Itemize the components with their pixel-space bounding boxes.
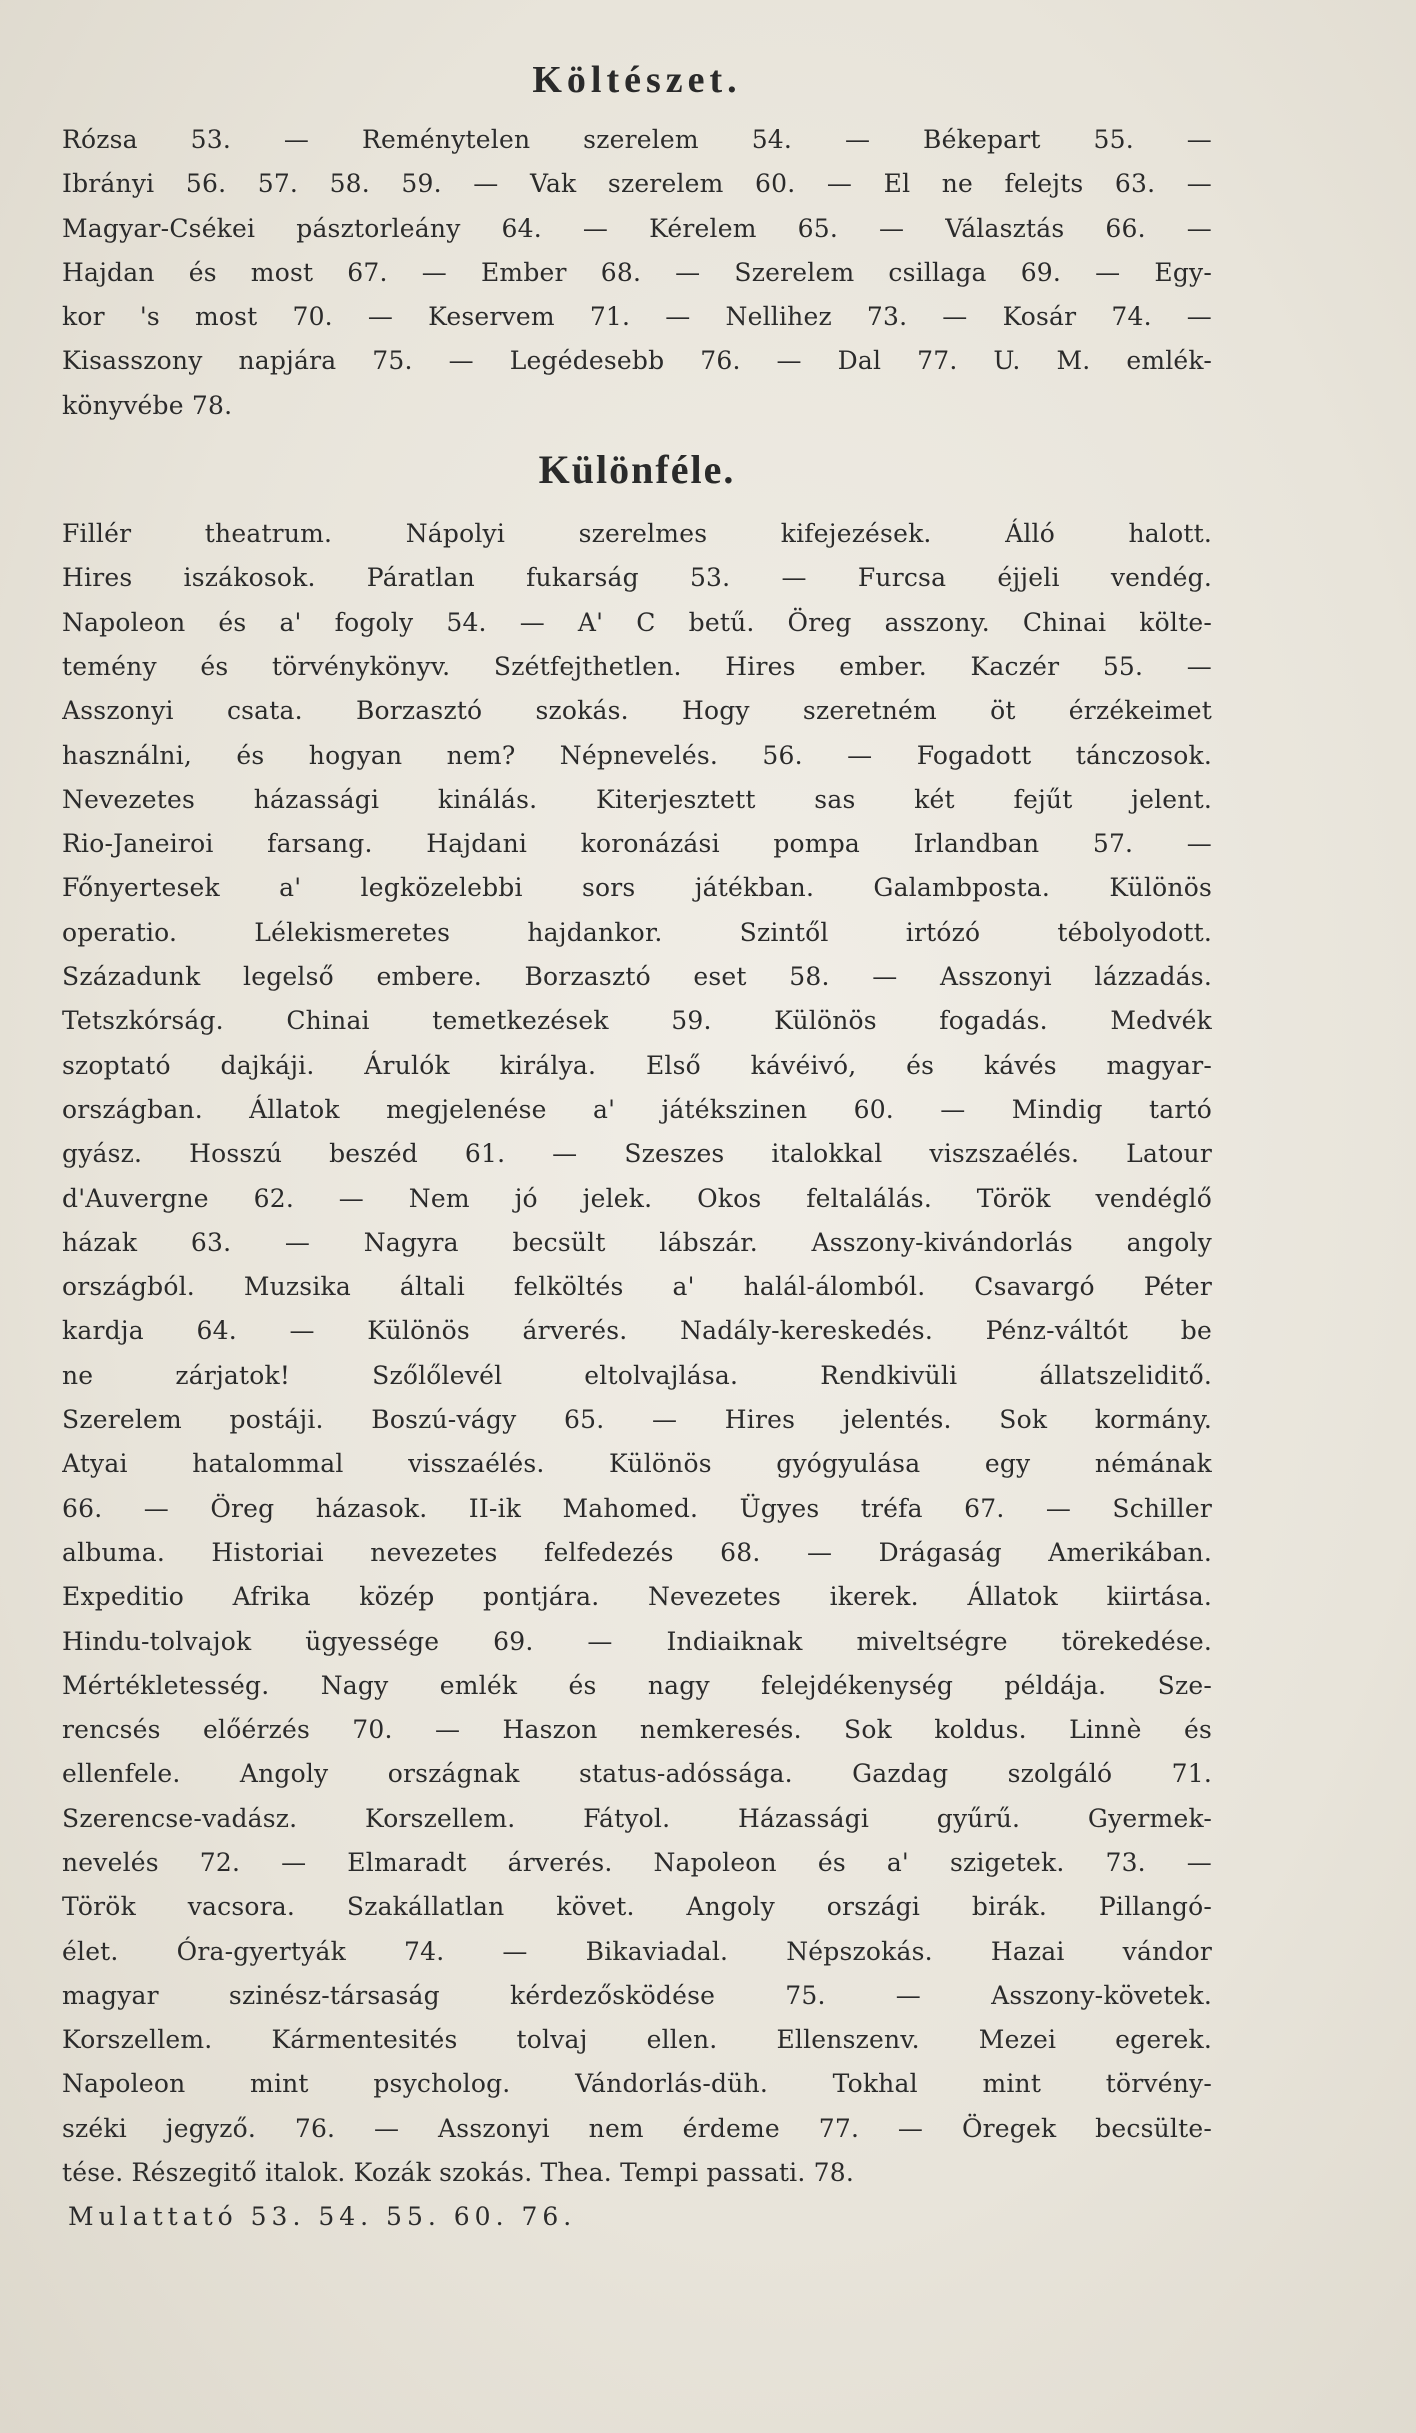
text-line: magyar szinész-társaság kérdezősködése 75. — Asszony-követek.	[62, 1980, 1212, 2010]
text-line: Asszonyi csata. Borzasztó szokás. Hogy szeretném öt érzékeimet	[62, 696, 1212, 726]
text-line: Expeditio Afrika közép pontjára. Nevezetes ikerek. Állatok kiirtása.	[62, 1582, 1212, 1612]
text-line: Rio-Janeiroi farsang. Hajdani koronázási pompa Irlandban 57. —	[62, 829, 1212, 859]
koltezet-text	[62, 118, 1212, 428]
text-line: operatio. Lélekismeretes hajdankor. Szintől irtózó tébolyodott.	[62, 917, 1212, 947]
text-line: Török vacsora. Szakállatlan követ. Angoly országi birák. Pillangó-	[62, 1892, 1212, 1922]
text-line: élet. Óra-gyertyák 74. — Bikaviadal. Népszokás. Hazai vándor	[62, 1936, 1212, 1966]
text-line: Kisasszony napjára 75. — Legédesebb 76. — Dal 77. U. M. emlék-	[62, 346, 1212, 376]
text-line: ne zárjatok! Szőlőlevél eltolvajlása. Rendkivüli állatszeliditő.	[62, 1360, 1212, 1390]
text-line: Hires iszákosok. Páratlan fukarság 53. — Furcsa éjjeli vendég.	[62, 563, 1212, 593]
text-line: tése. Részegitő italok. Kozák szokás. Thea. Tempi passati. 78.	[62, 2158, 855, 2188]
text-line: Hindu-tolvajok ügyessége 69. — Indiaiknak miveltségre törekedése.	[62, 1626, 1212, 1656]
text-line: Napoleon mint psycholog. Vándorlás-düh. Tokhal mint törvény-	[62, 2069, 1212, 2099]
text-line: Tetszkórság. Chinai temetkezések 59. Különös fogadás. Medvék	[62, 1006, 1212, 1036]
text-line: d'Auvergne 62. — Nem jó jelek. Okos feltalálás. Török vendéglő	[62, 1183, 1212, 1213]
section-title-kulonfele: Különféle.	[538, 447, 736, 493]
section-title-koltezet: Költészet.	[532, 59, 742, 101]
text-line: Mértékletesség. Nagy emlék és nagy felejdékenység példája. Sze-	[62, 1670, 1212, 1700]
mulattato-line: Mulattató 53. 54. 55. 60. 76.	[68, 2202, 577, 2232]
text-line: kor 's most 70. — Keservem 71. — Nellihez 73. — Kosár 74. —	[62, 302, 1212, 332]
text-line: Főnyertesek a' legközelebbi sors játékban. Galambposta. Különös	[62, 873, 1212, 903]
text-line: gyász. Hosszú beszéd 61. — Szeszes italokkal viszszaélés. Latour	[62, 1139, 1212, 1169]
text-line: nevelés 72. — Elmaradt árverés. Napoleon és a' szigetek. 73. —	[62, 1847, 1212, 1877]
text-line: házak 63. — Nagyra becsült lábszár. Asszony-kivándorlás angoly	[62, 1227, 1212, 1257]
kulonfele-text	[62, 512, 1212, 2240]
text-line: Ibrányi 56. 57. 58. 59. — Vak szerelem 60. — El ne felejts 63. —	[62, 169, 1212, 199]
page-content	[62, 48, 1212, 2240]
text-line: könyvébe 78.	[62, 390, 233, 420]
text-line: Századunk legelső embere. Borzasztó eset 58. — Asszonyi lázzadás.	[62, 962, 1212, 992]
text-line: kardja 64. — Különös árverés. Nadály-kereskedés. Pénz-váltót be	[62, 1316, 1212, 1346]
text-line: használni, és hogyan nem? Népnevelés. 56. — Fogadott tánczosok.	[62, 740, 1212, 770]
text-line: Fillér theatrum. Nápolyi szerelmes kifejezések. Álló halott.	[62, 519, 1212, 549]
text-line: országból. Muzsika általi felköltés a' halál-álomból. Csavargó Péter	[62, 1272, 1212, 1302]
text-line: Korszellem. Kármentesités tolvaj ellen. Ellenszenv. Mezei egerek.	[62, 2025, 1212, 2055]
text-line: széki jegyző. 76. — Asszonyi nem érdeme 77. — Öregek becsülte-	[62, 2113, 1212, 2143]
text-line: Szerencse-vadász. Korszellem. Fátyol. Házassági gyűrű. Gyermek-	[62, 1803, 1212, 1833]
text-line: Nevezetes házassági kinálás. Kiterjesztett sas két fejűt jelent.	[62, 784, 1212, 814]
text-line: szoptató dajkáji. Árulók királya. Első kávéivó, és kávés magyar-	[62, 1050, 1212, 1080]
text-line: Hajdan és most 67. — Ember 68. — Szerelem csillaga 69. — Egy-	[62, 257, 1212, 287]
text-line: Napoleon és a' fogoly 54. — A' C betű. Öreg asszony. Chinai költe-	[62, 607, 1212, 637]
text-line: Atyai hatalommal visszaélés. Különös gyógyulása egy némának	[62, 1449, 1212, 1479]
text-line: Rózsa 53. — Reménytelen szerelem 54. — Békepart 55. —	[62, 125, 1212, 154]
text-line: országban. Állatok megjelenése a' játékszinen 60. — Mindig tartó	[62, 1094, 1212, 1124]
text-line: albuma. Historiai nevezetes felfedezés 68. — Drágaság Amerikában.	[62, 1537, 1212, 1567]
text-line: Magyar-Csékei pásztorleány 64. — Kérelem 65. — Választás 66. —	[62, 213, 1212, 243]
text-line: temény és törvénykönyv. Szétfejthetlen. Hires ember. Kaczér 55. —	[62, 651, 1212, 681]
text-line: rencsés előérzés 70. — Haszon nemkeresés. Sok koldus. Linnè és	[62, 1715, 1212, 1745]
text-line: 66. — Öreg házasok. II-ik Mahomed. Ügyes tréfa 67. — Schiller	[62, 1493, 1212, 1523]
text-line: Szerelem postáji. Boszú-vágy 65. — Hires jelentés. Sok kormány.	[62, 1405, 1212, 1435]
text-line: ellenfele. Angoly országnak status-adóssága. Gazdag szolgáló 71.	[62, 1759, 1212, 1789]
